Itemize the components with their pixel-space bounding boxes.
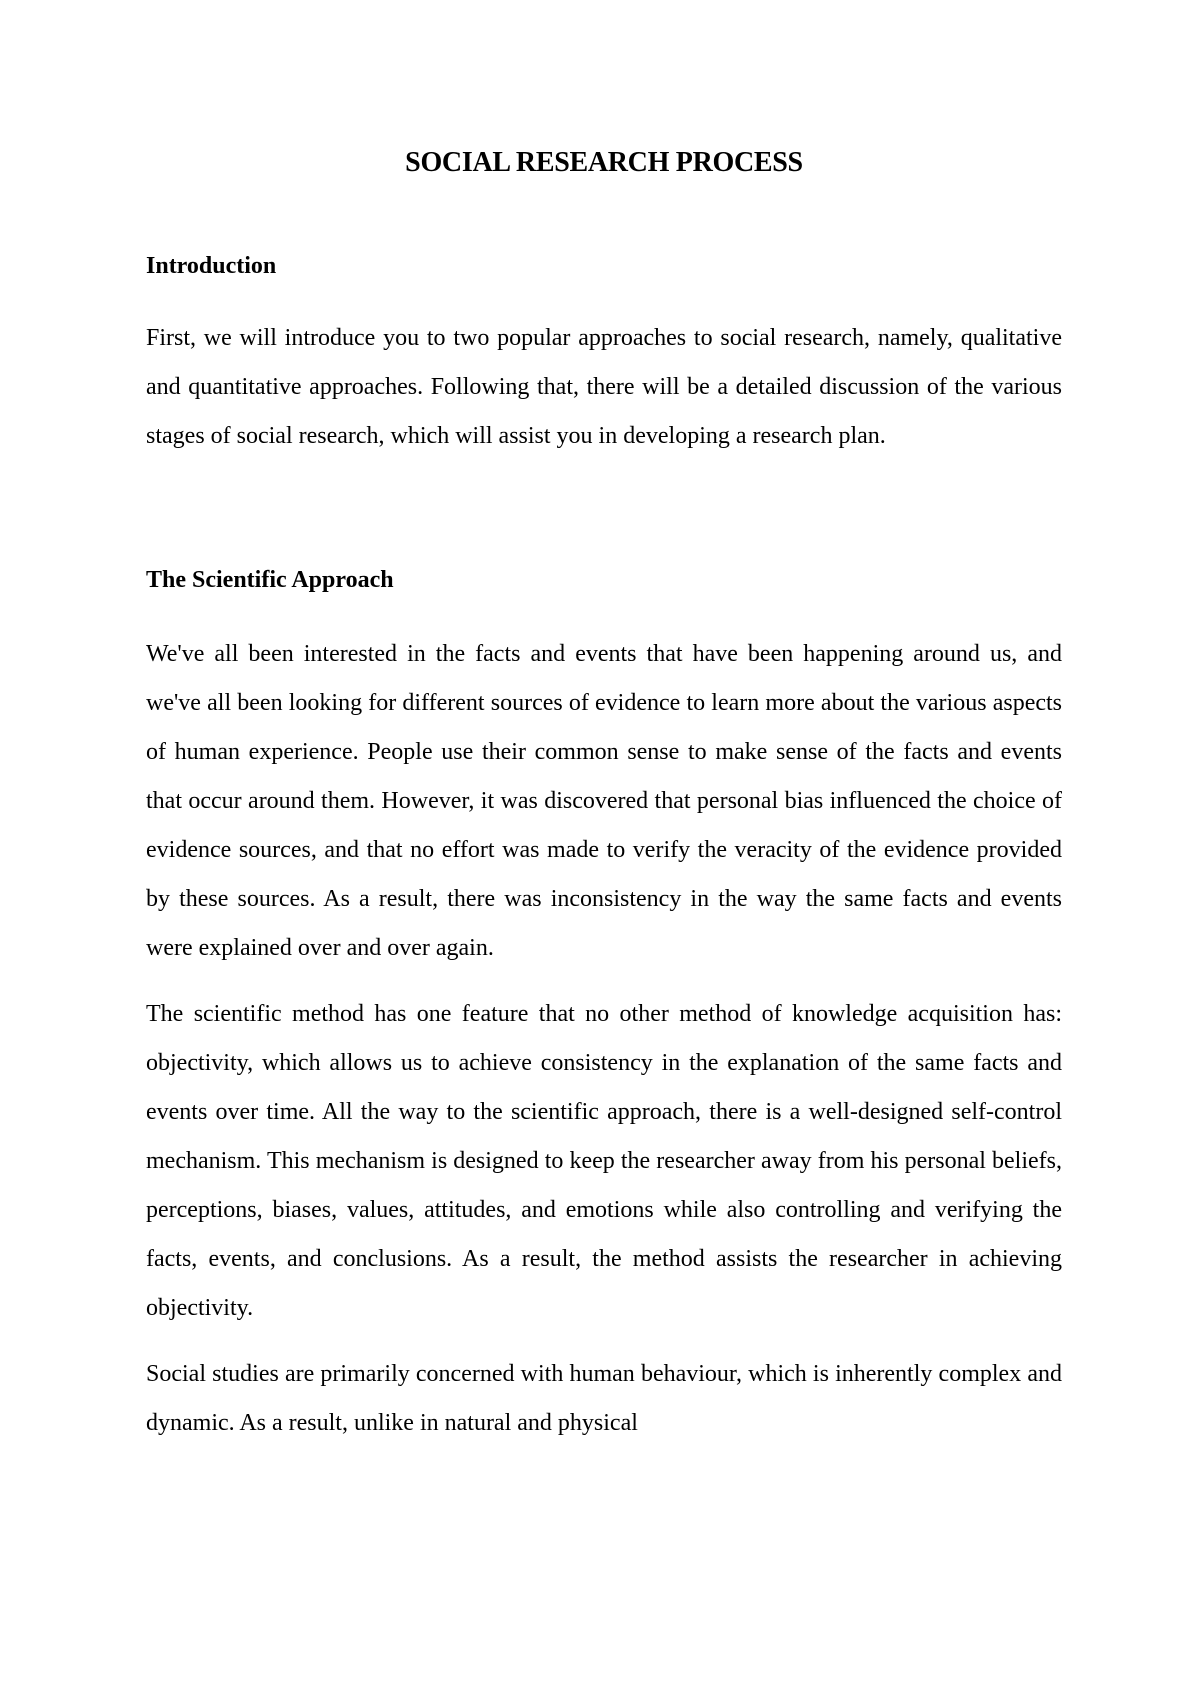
- page-title: SOCIAL RESEARCH PROCESS: [405, 147, 803, 178]
- paragraph-introduction: First, we will introduce you to two popular approaches to social research, namely, qualitative and quantitative approaches. Following that, there will be a detailed discussion of the various stages of social research, which will assist you in developing a research plan.: [146, 325, 1062, 449]
- section-heading-introduction: Introduction: [146, 253, 277, 279]
- paragraph-scientific-approach-3: Social studies are primarily concerned with human behaviour, which is inherently complex and dynamic. As a result, unlike in natural and physical: [146, 1361, 1062, 1436]
- paragraph-scientific-approach-2: The scientific method has one feature that no other method of knowledge acquisition has: objectivity, which allows us to achieve consistency in the explanation of the same facts and events over time. All the way to the scientific approach, there is a well-designed self-control mechanism. This mechanism is designed to keep the researcher away from his personal beliefs, perceptions, biases, values, attitudes, and emotions while also controlling and verifying the facts, events, and conclusions. As a result, the method assists the researcher in achieving objectivity.: [146, 1001, 1062, 1321]
- paragraph-scientific-approach-1: We've all been interested in the facts and events that have been happening around us, and we've all been looking for different sources of evidence to learn more about the various aspects of human experience. People use their common sense to make sense of the facts and events that occur around them. However, it was discovered that personal bias influenced the choice of evidence sources, and that no effort was made to verify the veracity of the evidence provided by these sources. As a result, there was inconsistency in the way the same facts and events were explained over and over again.: [146, 641, 1062, 961]
- section-heading-scientific-approach: The Scientific Approach: [146, 567, 394, 593]
